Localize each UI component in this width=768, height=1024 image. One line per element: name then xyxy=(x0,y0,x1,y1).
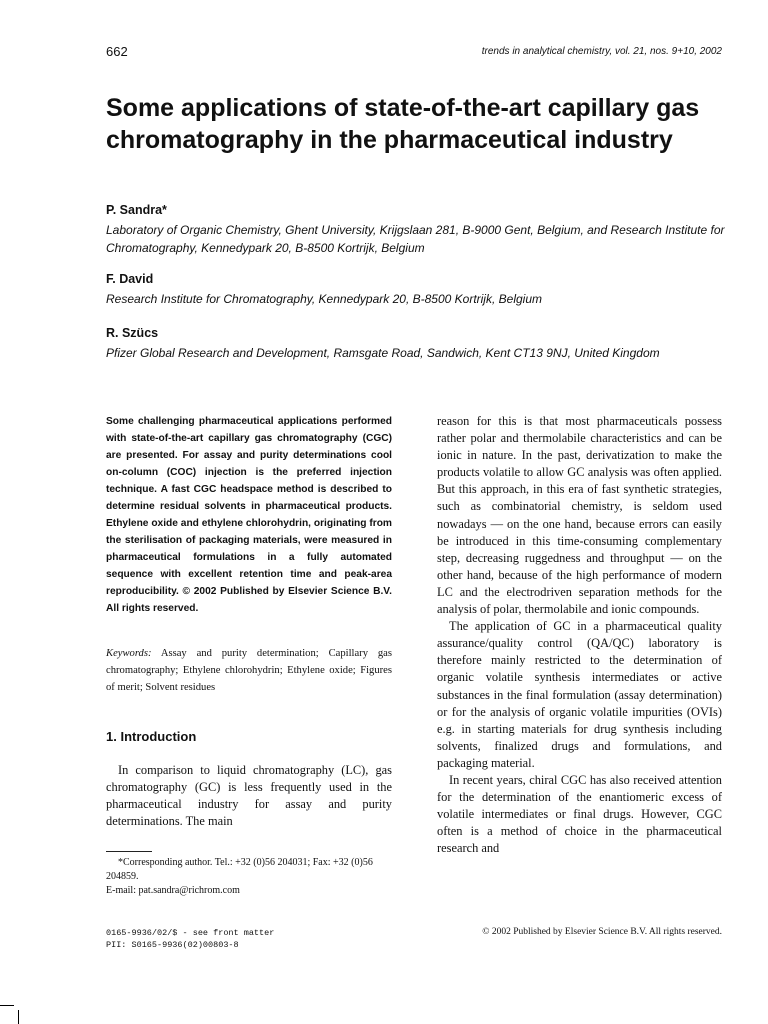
page-number: 662 xyxy=(106,44,128,59)
publication-ids xyxy=(106,927,274,951)
section-heading: 1. Introduction xyxy=(106,729,197,744)
footnote xyxy=(106,856,392,898)
keywords xyxy=(106,645,392,696)
crop-mark xyxy=(18,1010,19,1024)
author-name: P. Sandra* xyxy=(106,203,167,217)
author-name: R. Szücs xyxy=(106,326,159,340)
issn-line: 0165-9936/02/$ - see front matter xyxy=(106,928,275,938)
paper-title: Some applications of state-of-the-art capillary gas chromatography in the pharmaceutical industry xyxy=(106,94,700,154)
footnote-divider xyxy=(106,851,152,852)
keywords-label: Keywords: xyxy=(106,648,152,659)
abstract: Some challenging pharmaceutical applications performed with state-of-the-art capillary gas chromatography (CGC) are presented. For assay and purity determinations cool on-column (COC) injection is the preferred injection technique. A fast CGC headspace method is described to determine residual solvents in pharmaceutical products. Ethylene oxide and ethylene chlorohydrin, originating from the sterilisation of packaging materials, were measured in pharmaceutical formulations in a fully automated sequence with excellent retention time and peak-area reproducibility. © 2002 Published by Elsevier Science B.V. All rights reserved. xyxy=(106,416,392,614)
pii-line: PII: S0165-9936(02)00803-8 xyxy=(106,940,239,950)
body-paragraph: The application of GC in a pharmaceutical quality assurance/quality control (QA/QC) laboratory is therefore mainly restricted to the determination of organic volatile synthesis intermediates or active substances in the final formulation (assay determination) or for the analysis of organic volatile impurities (OVIs) e.g. in starting materials for drug synthesis including solvents, finalized drugs and formulations, and packaging material. xyxy=(437,619,722,770)
journal-header: trends in analytical chemistry, vol. 21, nos. 9+10, 2002 xyxy=(481,46,722,57)
keywords-text: Assay and purity determination; Capillary gas chromatography; Ethylene chlorohydrin; Ethylene oxide; Figures of merit; Solvent residues xyxy=(106,648,392,693)
copyright-notice: © 2002 Published by Elsevier Science B.V. All rights reserved. xyxy=(482,927,722,937)
right-column xyxy=(437,413,722,857)
body-paragraph: reason for this is that most pharmaceuticals possess rather polar and thermolabile characteristics and can be ionic in nature. In the past, derivatization to make the products volatile to allow GC analysis was often applied. But this approach, in this era of fast synthetic strategies, such as combinatorial chemistry, is seldom used nowadays — on the one hand, because errors can easily be introduced in this time-consuming complementary step, decreasing ruggedness and throughput — on the other hand, because of the high performance of modern LC and the electrodriven separation methods for the analysis of polar, thermolabile and ionic compounds. xyxy=(437,414,722,617)
author-name: F. David xyxy=(106,272,154,286)
body-paragraph: In recent years, chiral CGC has also received attention for the determination of the enantiomeric excess of volatile intermediates or final drugs. However, CGC often is a method of choice in the pharmaceutical research and xyxy=(437,772,722,856)
author-email: E-mail: pat.sandra@richrom.com xyxy=(106,885,240,896)
intro-paragraph: In comparison to liquid chromatography (LC), gas chromatography (GC) is less frequently used in the pharmaceutical industry for assay and purity determinations. The main xyxy=(106,763,392,829)
author-affiliation: Pfizer Global Research and Development, Ramsgate Road, Sandwich, Kent CT13 9NJ, United Kingdom xyxy=(106,346,660,360)
author-affiliation: Research Institute for Chromatography, Kennedypark 20, B-8500 Kortrijk, Belgium xyxy=(106,292,542,306)
crop-mark xyxy=(0,1005,14,1006)
author-affiliation: Laboratory of Organic Chemistry, Ghent University, Krijgslaan 281, B-9000 Gent, Belgium, and Research Institute for Chromatography, Kennedypark 20, B-8500 Kortrijk, Belgium xyxy=(106,223,725,255)
corresponding-author-note: *Corresponding author. Tel.: +32 (0)56 204031; Fax: +32 (0)56 204859. xyxy=(106,857,373,882)
